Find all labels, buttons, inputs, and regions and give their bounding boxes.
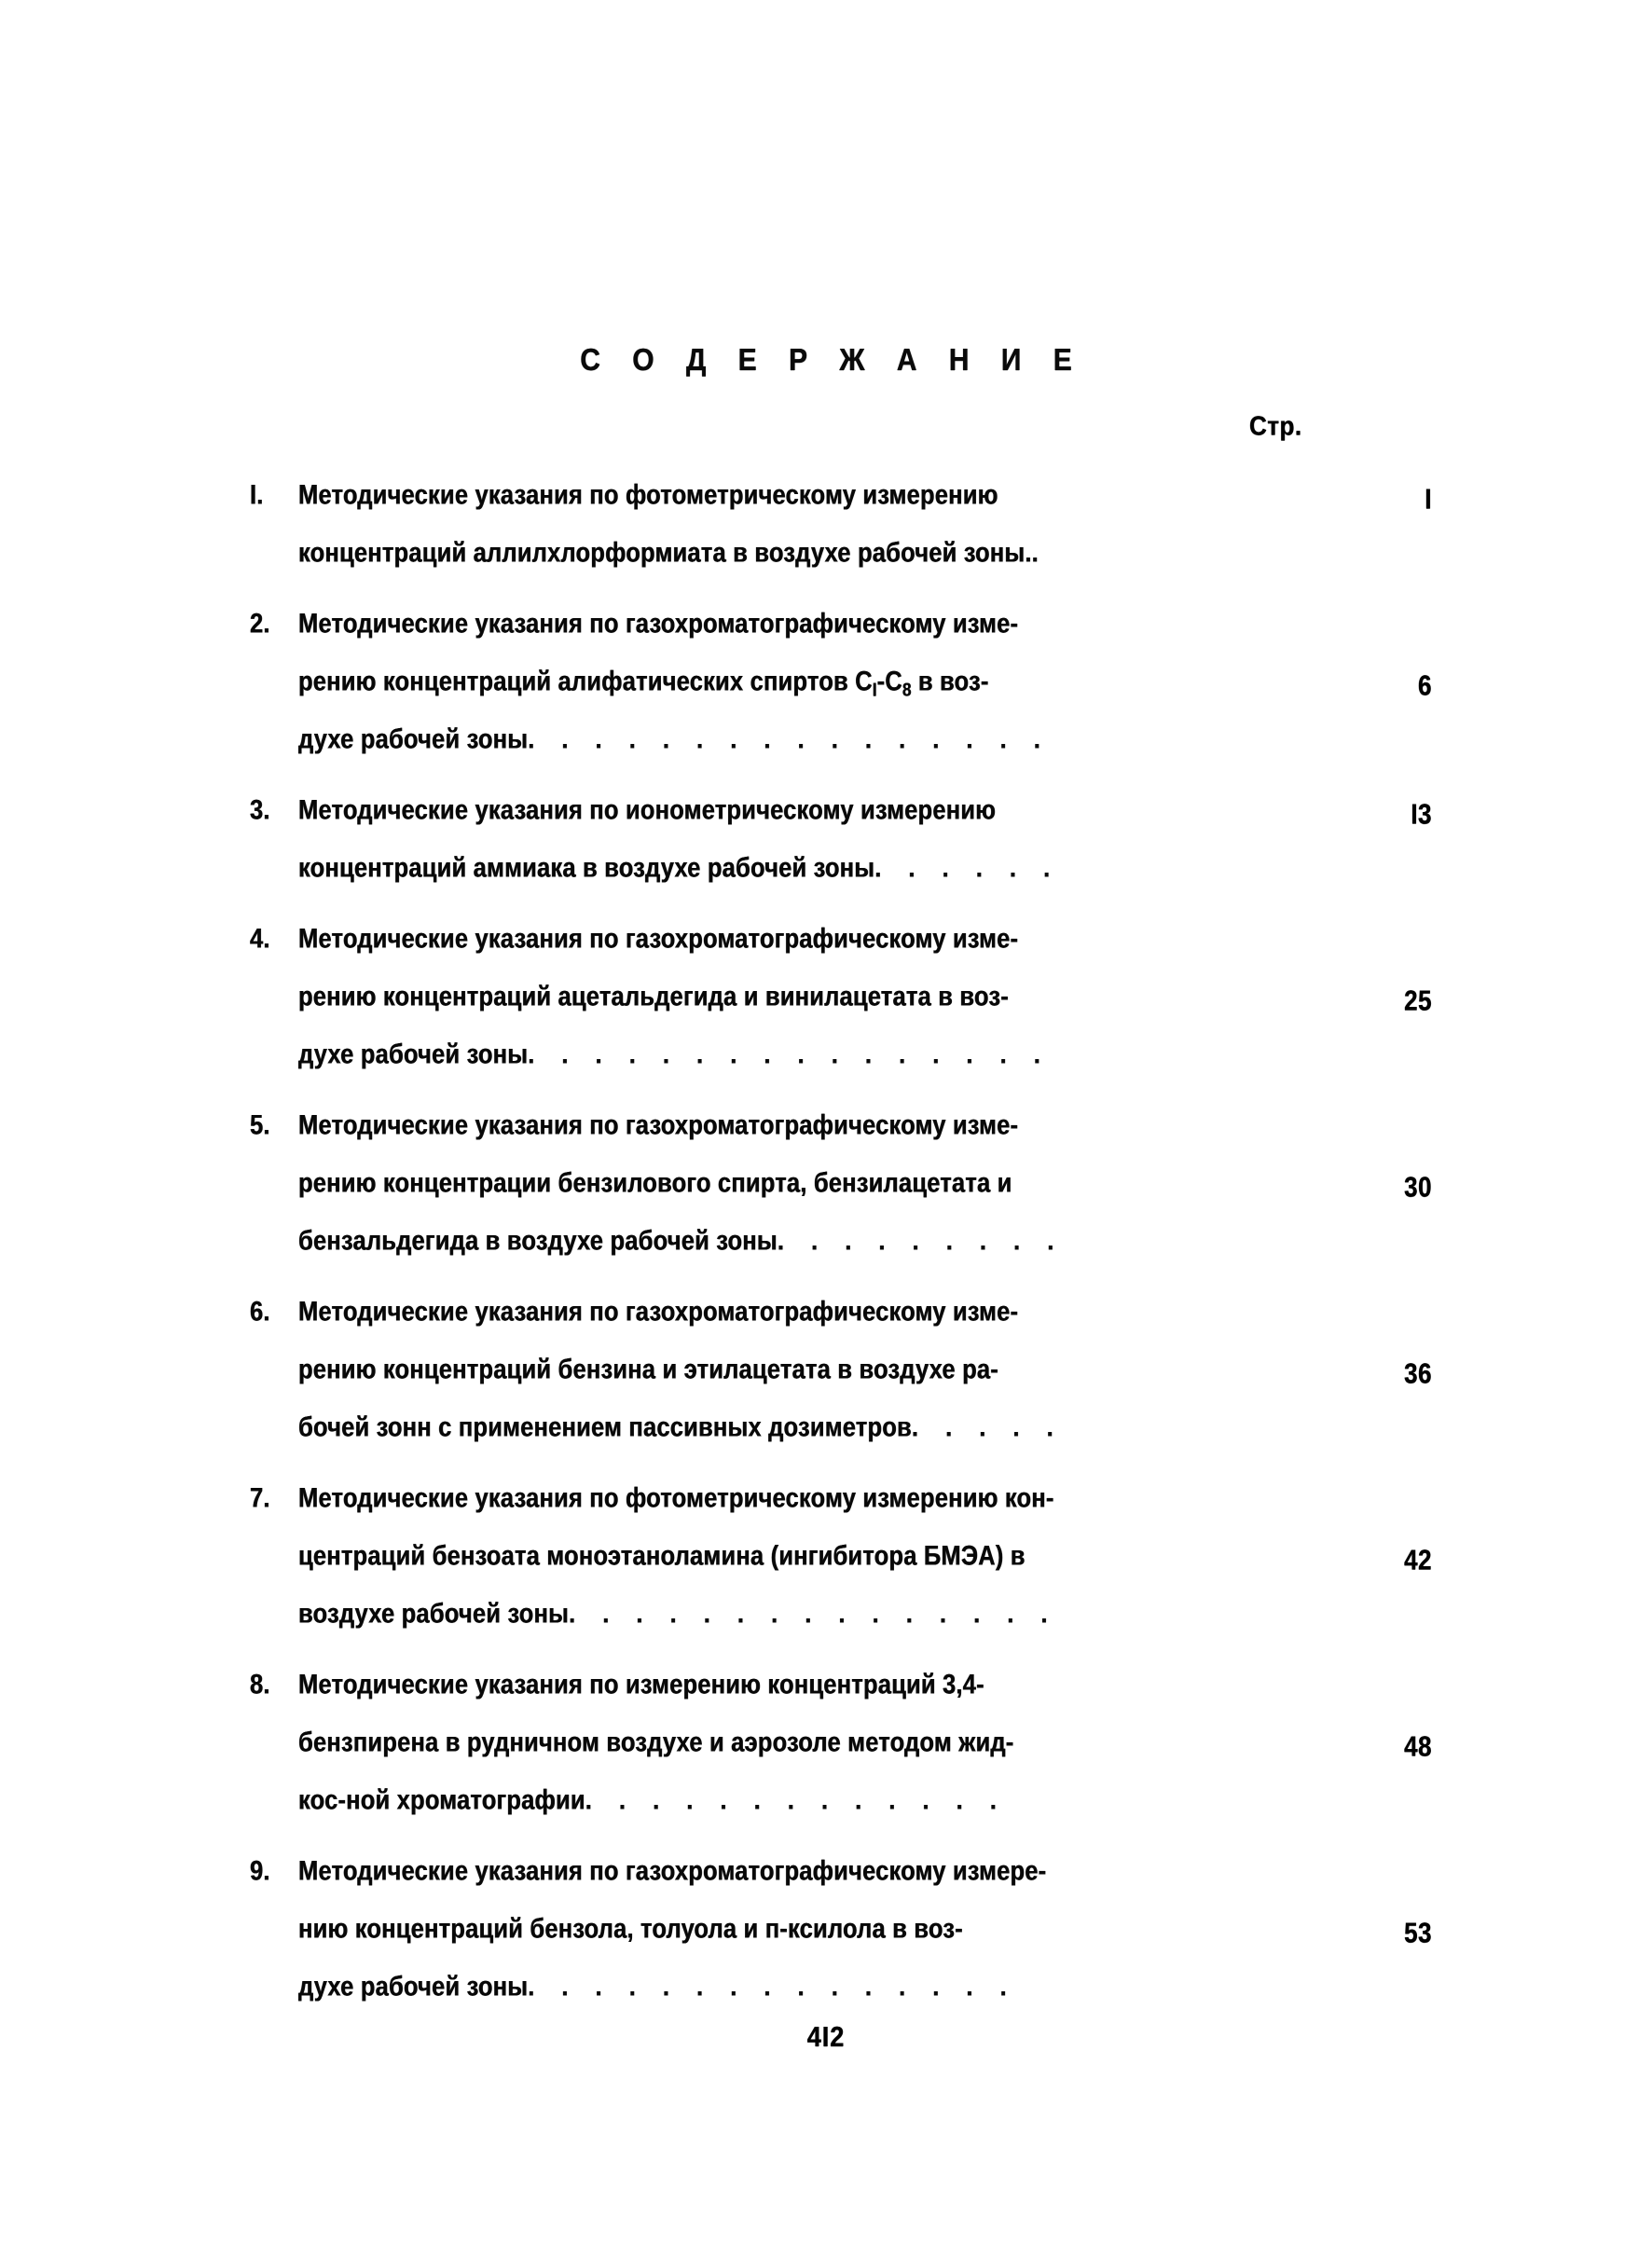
toc-entry-text: концентраций аммиака в воздухе рабочей зоны bbox=[298, 852, 875, 884]
toc-entry[interactable] bbox=[250, 1842, 1432, 2016]
chem-range-separator: -C bbox=[876, 666, 902, 697]
toc-entry-text: кос-ной хроматографии bbox=[298, 1784, 585, 1816]
toc-entry[interactable] bbox=[250, 1656, 1432, 1829]
toc-entry[interactable] bbox=[250, 595, 1432, 768]
toc-entry-number: 8. bbox=[250, 1669, 270, 1700]
toc-entry-line bbox=[250, 834, 1397, 901]
toc-entry-text: Методические указания по газохроматографическому изме- bbox=[298, 608, 1019, 640]
toc-entry-body bbox=[250, 595, 1432, 768]
toc-page-number: 48 bbox=[1404, 1729, 1432, 1763]
page-column-header: Стр. bbox=[1249, 410, 1302, 441]
toc-entry-number: 9. bbox=[250, 1855, 270, 1887]
toc-entry-body bbox=[250, 1096, 1432, 1270]
toc-page-number: 36 bbox=[1404, 1356, 1432, 1390]
toc-page-number: I bbox=[1425, 482, 1432, 516]
toc-entry-text-tail: в воз- bbox=[911, 666, 989, 697]
dot-leader: . . . . . . . . . . . . . . . bbox=[569, 1598, 1058, 1630]
table-of-contents-list bbox=[250, 466, 1432, 2029]
toc-entry-text: духе рабочей зоны bbox=[298, 1971, 529, 2002]
toc-entry[interactable] bbox=[250, 1469, 1432, 1643]
toc-entry-body bbox=[250, 1656, 1432, 1829]
toc-entry-text: рению концентраций алифатических спиртов C bbox=[298, 666, 873, 697]
toc-entry-number: 3. bbox=[250, 794, 270, 826]
toc-entry-text: бочей зонн с применением пассивных дозиметров bbox=[298, 1411, 912, 1443]
toc-entry-number: 5. bbox=[250, 1109, 270, 1141]
toc-entry-text: концентраций аллилхлорформиата в воздухе рабочей зоны.. bbox=[298, 537, 1039, 569]
toc-entry-number: 2. bbox=[250, 608, 270, 640]
toc-page-number: 25 bbox=[1404, 984, 1432, 1017]
toc-entry-line bbox=[250, 1394, 1397, 1461]
toc-entry-number: 7. bbox=[250, 1482, 270, 1514]
toc-entry-line bbox=[250, 1207, 1397, 1274]
toc-entry[interactable] bbox=[250, 1096, 1432, 1270]
toc-entry-line bbox=[250, 1580, 1397, 1647]
toc-entry-body bbox=[250, 466, 1432, 582]
toc-entry[interactable] bbox=[250, 781, 1432, 897]
toc-entry-line bbox=[250, 1021, 1397, 1088]
dot-leader: . . . . . . . . . bbox=[777, 1225, 1065, 1257]
toc-entry-number: 4. bbox=[250, 923, 270, 955]
toc-page-number: 42 bbox=[1404, 1543, 1432, 1576]
toc-entry-text: бензпирена в рудничном воздухе и аэрозоле методом жид- bbox=[298, 1727, 1014, 1758]
toc-entry[interactable] bbox=[250, 1283, 1432, 1456]
toc-entry-body bbox=[250, 781, 1432, 897]
toc-entry[interactable] bbox=[250, 466, 1432, 582]
toc-entry-number: 6. bbox=[250, 1296, 270, 1328]
toc-entry-text: Методические указания по ионометрическому измерению bbox=[298, 794, 997, 826]
dot-leader: . . . . . . . . . . . . . . . . bbox=[528, 1039, 1051, 1070]
toc-entry-line bbox=[250, 706, 1397, 773]
toc-entry-text: Методические указания по фотометрическому измерению кон- bbox=[298, 1482, 1054, 1514]
subscript-c8: 8 bbox=[902, 679, 912, 701]
toc-entry-text: Методические указания по газохроматографическому изме- bbox=[298, 1296, 1019, 1328]
toc-entry-text: бензальдегида в воздухе рабочей зоны bbox=[298, 1225, 778, 1257]
toc-entry-number: I. bbox=[250, 479, 264, 511]
dot-leader: . . . . . bbox=[911, 1411, 1064, 1443]
subscript-c1: I bbox=[872, 679, 877, 701]
toc-entry-text: Методические указания по газохроматографическому изме- bbox=[298, 923, 1019, 955]
toc-entry-text: духе рабочей зоны bbox=[298, 723, 529, 755]
dot-leader: . . . . . . bbox=[874, 852, 1061, 884]
toc-page-number: 6 bbox=[1418, 668, 1432, 702]
toc-entry-line bbox=[250, 1767, 1397, 1834]
toc-entry-line bbox=[250, 519, 1397, 586]
folio-page-number: 4I2 bbox=[806, 2021, 846, 2053]
toc-entry-text: рению концентраций ацетальдегида и винилацетата в воз- bbox=[298, 981, 1009, 1012]
toc-entry-text: рению концентрации бензилового спирта, бензилацетата и bbox=[298, 1167, 1012, 1199]
toc-entry-text: духе рабочей зоны bbox=[298, 1039, 529, 1070]
toc-entry-body bbox=[250, 1469, 1432, 1643]
toc-page-number: I3 bbox=[1411, 797, 1432, 831]
dot-leader: . . . . . . . . . . . . . bbox=[585, 1784, 1007, 1816]
dot-leader: . . . . . . . . . . . . . . . . bbox=[528, 723, 1051, 755]
toc-entry-text: воздухе рабочей зоны bbox=[298, 1598, 570, 1630]
toc-entry-text: центраций бензоата моноэтаноламина (ингибитора БМЭА) в bbox=[298, 1540, 1026, 1572]
toc-entry-body bbox=[250, 910, 1432, 1083]
toc-entry-text: Методические указания по газохроматографическому измере- bbox=[298, 1855, 1047, 1887]
toc-entry-body bbox=[250, 1283, 1432, 1456]
toc-entry-line bbox=[250, 1953, 1397, 2020]
dot-leader: . . . . . . . . . . . . . . . bbox=[528, 1971, 1017, 2002]
toc-entry-text: нию концентраций бензола, толуола и п-ксилола в воз- bbox=[298, 1913, 963, 1945]
toc-entry-text: Методические указания по газохроматографическому изме- bbox=[298, 1109, 1019, 1141]
toc-entry-text: Методические указания по измерению концентраций 3,4- bbox=[298, 1669, 984, 1700]
toc-entry[interactable] bbox=[250, 910, 1432, 1083]
toc-page-number: 53 bbox=[1404, 1916, 1432, 1949]
toc-page-number: 30 bbox=[1404, 1170, 1432, 1204]
page-title: С О Д Е Р Ж А Н И Е bbox=[580, 343, 1084, 378]
toc-entry-body bbox=[250, 1842, 1432, 2016]
toc-entry-text: Методические указания по фотометрическому измерению bbox=[298, 479, 998, 511]
toc-entry-text: рению концентраций бензина и этилацетата в воздухе ра- bbox=[298, 1354, 998, 1385]
